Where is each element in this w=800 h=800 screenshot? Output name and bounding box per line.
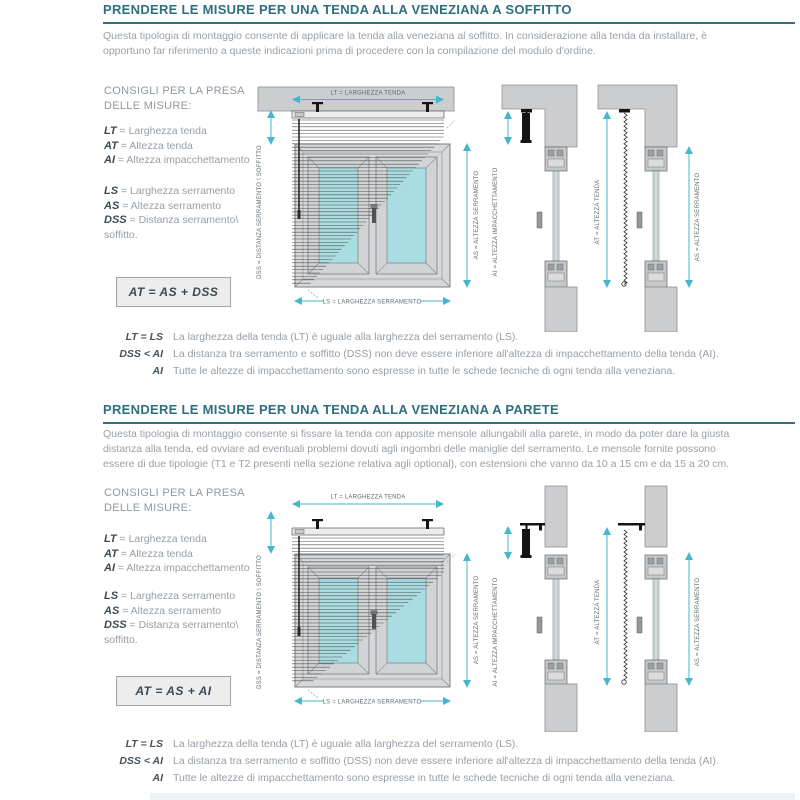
wall-bracket-arm bbox=[520, 523, 545, 526]
section-parete-intro: Questa tipologia di montaggio consente si fissare la tenda con apposite mensole allungabili alla parete, in modo da poter dare la giusta distanza alla tenda, ed ovviare ad eventuali problemi dovuti agli ingombri delle maniglie del serramento. Le mensole fornite possono essere di due tipologie (T1 e T2 presenti nella sezione relativa agli optional), con estensioni che vanno da 10 a 15 cm e da 15 a 20 cm. bbox=[103, 428, 730, 470]
legend-item: AT = Altezza tenda bbox=[104, 139, 193, 152]
window-profile bbox=[637, 147, 667, 287]
packed-blind bbox=[522, 529, 530, 555]
advice-line1: CONSIGLI PER LA PRESA bbox=[104, 85, 245, 97]
sill-wall bbox=[645, 287, 677, 332]
dim-label-as-side: AS = ALTEZZA SERRAMENTO bbox=[695, 172, 701, 262]
legend-item: AI = Altezza impacchettamento bbox=[104, 562, 250, 574]
sill-wall bbox=[545, 287, 577, 332]
profile-extended-parete bbox=[592, 482, 707, 732]
wall bbox=[545, 486, 567, 547]
advice-title-soffitto bbox=[104, 84, 245, 114]
page-bottom-edge bbox=[150, 793, 795, 800]
formula-box-soffitto: AT = AS + DSS bbox=[116, 277, 231, 307]
profile-extended-soffitto bbox=[592, 82, 707, 332]
note-row: AI Tutte le altezze di impacchettamento sono espresse in tutte le schede tecniche di ogni tenda alla veneziana. bbox=[152, 365, 676, 377]
blind-headrail bbox=[292, 111, 444, 118]
dim-label-ai: AI = ALTEZZA IMPACCHETTAMENTO bbox=[493, 167, 499, 277]
legend-item: LS = Larghezza serramento bbox=[104, 185, 236, 197]
dim-label-lt: LT = LARGHEZZA TENDA bbox=[330, 494, 406, 501]
mount-brackets bbox=[312, 519, 433, 529]
front-diagram-soffitto bbox=[240, 82, 490, 332]
note-row: DSS < AI La distanza tra serramento e soffitto (DSS) non deve essere inferiore all'altezza di impacchettamento della tenda (AI). bbox=[119, 348, 719, 360]
legend-serramento-parete bbox=[104, 589, 238, 647]
formula-box-parete: AT = AS + AI bbox=[116, 676, 231, 706]
profile-packed-parete bbox=[487, 482, 592, 732]
section-parete-title: PRENDERE LE MISURE PER UNA TENDA ALLA VENEZIANA A PARETE bbox=[103, 402, 795, 424]
notes-soffitto bbox=[103, 331, 763, 382]
advice-line2: DELLE MISURE: bbox=[104, 99, 192, 112]
dim-label-ls: LS = LARGHEZZA SERRAMENTO bbox=[322, 299, 422, 306]
handle-profile bbox=[537, 617, 542, 633]
advice-line1: CONSIGLI PER LA PRESA bbox=[104, 487, 245, 499]
handle-profile bbox=[537, 212, 542, 228]
legend-item: DSS = Distanza serramento\ bbox=[104, 214, 239, 226]
dim-label-at: AT = ALTEZZA TENDA bbox=[595, 179, 601, 245]
dim-label-dss: DSS = DISTANZA SERRAMENTO \ SOFFITTO bbox=[257, 555, 263, 689]
legend-item: LS = Larghezza serramento bbox=[104, 590, 236, 602]
window-profile bbox=[637, 555, 667, 684]
advice-line2: DELLE MISURE: bbox=[104, 501, 192, 514]
legend-item: soffitto. bbox=[104, 228, 138, 241]
blind-chain bbox=[624, 113, 627, 285]
legend-item: AS = Altezza serramento bbox=[104, 604, 222, 617]
handle-profile bbox=[637, 212, 642, 228]
notes-parete bbox=[103, 738, 763, 789]
sill-wall bbox=[645, 684, 677, 732]
legend-tenda-parete bbox=[104, 532, 250, 576]
dim-label-ai: AI = ALTEZZA IMPACCHETTAMENTO bbox=[493, 577, 499, 687]
front-diagram-parete bbox=[240, 482, 490, 732]
dim-label-as: AS = ALTEZZA SERRAMENTO bbox=[474, 575, 480, 665]
legend-item: soffitto. bbox=[104, 633, 138, 646]
section-soffitto-intro: Questa tipologia di montaggio consente di applicare la tenda alla veneziana al soffitto. In considerazione alla tenda da installare, è opportuno far riferimento a queste indicazioni prima di procedere con la compilazione del modulo d'ordine. bbox=[103, 30, 707, 57]
dim-label-at: AT = ALTEZZA TENDA bbox=[595, 579, 601, 645]
legend-item: AS = Altezza serramento bbox=[104, 199, 222, 212]
blind-chain bbox=[624, 530, 627, 680]
wall bbox=[645, 486, 667, 547]
note-row: LT = LS La larghezza della tenda (LT) è uguale alla larghezza del serramento (LS). bbox=[125, 738, 519, 750]
wall-bracket-arm bbox=[618, 523, 645, 526]
legend-item: DSS = Distanza serramento\ bbox=[104, 619, 239, 631]
window-front bbox=[295, 144, 450, 287]
legend-item: AI = Altezza impacchettamento bbox=[104, 154, 250, 166]
note-row: AI Tutte le altezze di impacchettamento sono espresse in tutte le schede tecniche di ogni tenda alla veneziana. bbox=[152, 772, 676, 784]
legend-item: AT = Altezza tenda bbox=[104, 547, 193, 560]
handle-profile bbox=[637, 617, 642, 633]
section-soffitto-title: PRENDERE LE MISURE PER UNA TENDA ALLA VENEZIANA A SOFFITTO bbox=[103, 2, 795, 24]
legend-tenda-soffitto bbox=[104, 124, 250, 168]
blind-headrail bbox=[292, 528, 444, 535]
window-profile bbox=[537, 147, 567, 287]
profile-packed-soffitto bbox=[487, 82, 592, 332]
dim-label-as: AS = ALTEZZA SERRAMENTO bbox=[474, 170, 480, 260]
dim-label-dss: DSS = DISTANZA SERRAMENTO \ SOFFITTO bbox=[257, 145, 263, 279]
sill-wall bbox=[545, 684, 577, 732]
dim-label-as-side: AS = ALTEZZA SERRAMENTO bbox=[695, 577, 701, 667]
ceiling-corner bbox=[502, 85, 577, 147]
advice-title-parete bbox=[104, 486, 245, 516]
legend-serramento-soffitto bbox=[104, 184, 238, 242]
note-row: DSS < AI La distanza tra serramento e soffitto (DSS) non deve essere inferiore all'altezza di impacchettamento della tenda (AI). bbox=[119, 755, 719, 767]
note-row: LT = LS La larghezza della tenda (LT) è uguale alla larghezza del serramento (LS). bbox=[125, 331, 519, 343]
legend-item: LT = Larghezza tenda bbox=[104, 125, 207, 137]
dim-label-ls: LS = LARGHEZZA SERRAMENTO bbox=[322, 699, 422, 706]
legend-item: LT = Larghezza tenda bbox=[104, 533, 207, 545]
ceiling-corner bbox=[598, 85, 677, 147]
packed-blind bbox=[522, 113, 530, 140]
dim-label-lt: LT = LARGHEZZA TENDA bbox=[330, 90, 406, 97]
window-profile bbox=[537, 555, 567, 684]
